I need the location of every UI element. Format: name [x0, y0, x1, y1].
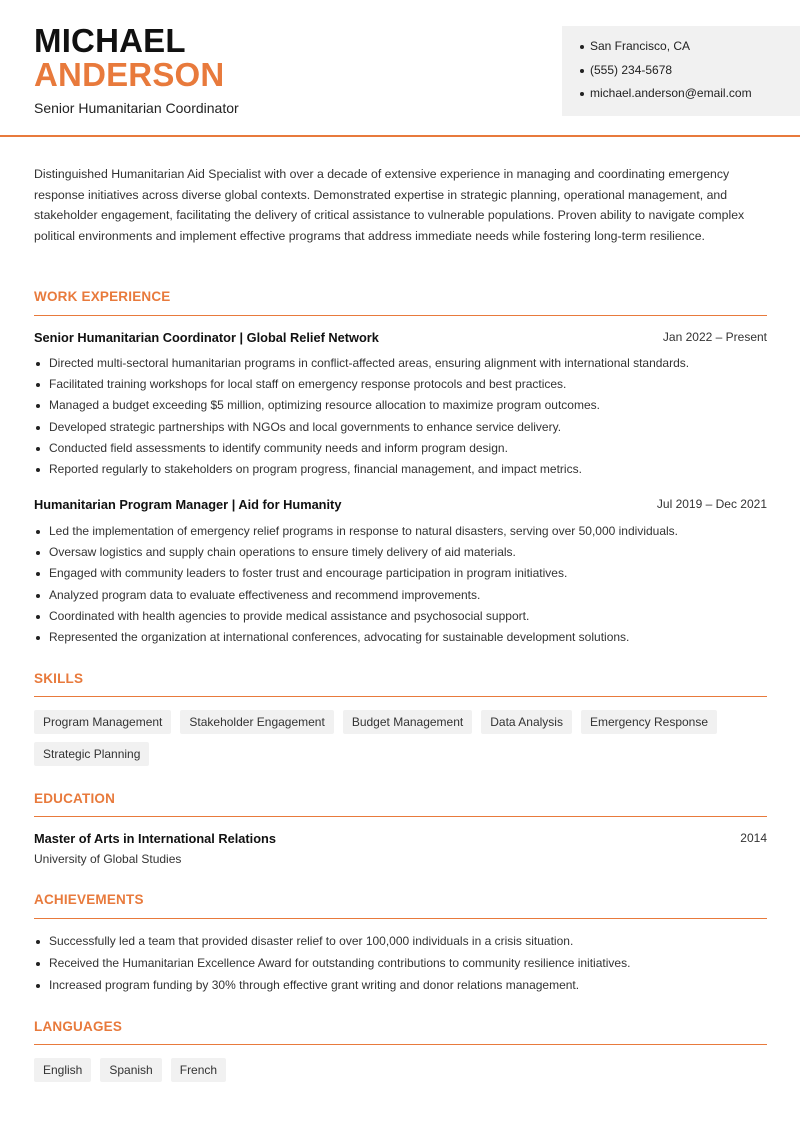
list-item-text: Facilitated training workshops for local staff on emergency response protocols and best practices. — [49, 377, 567, 392]
job-dates: Jan 2022 – Present — [662, 330, 767, 344]
skills-list — [34, 710, 774, 766]
bullet-icon — [36, 551, 40, 555]
contact-email — [580, 86, 800, 110]
list-item — [34, 609, 769, 630]
section-divider — [34, 315, 767, 316]
list-item — [34, 934, 769, 956]
language-chip: French — [171, 1058, 226, 1082]
list-item — [34, 588, 769, 609]
bullet-icon — [36, 962, 40, 966]
education-school: University of Global Studies — [34, 852, 182, 866]
bullet-icon — [580, 69, 584, 73]
list-item — [34, 630, 769, 651]
list-item-text: Led the implementation of emergency relief programs in response to natural disasters, serving over 50,000 individuals. — [49, 524, 679, 538]
list-item-text: Coordinated with health agencies to provide medical assistance and psychosocial support. — [49, 608, 530, 623]
list-item — [34, 462, 769, 483]
list-item — [34, 377, 769, 398]
skill-chip: Budget Management — [343, 710, 472, 734]
list-item-text: Received the Humanitarian Excellence Award for outstanding contributions to community resilience initiatives. — [49, 956, 631, 970]
skill-chip: Program Management — [34, 710, 171, 734]
education-degree: Master of Arts in International Relations — [34, 831, 276, 846]
bullet-icon — [36, 615, 40, 619]
section-title-work: WORK EXPERIENCE — [34, 289, 171, 304]
language-chip: English — [34, 1058, 91, 1082]
section-divider — [34, 696, 767, 697]
skill-chip: Stakeholder Engagement — [180, 710, 333, 734]
list-item-text: Developed strategic partnerships with NGOs and local governments to enhance service delivery. — [49, 419, 562, 434]
list-item-text: Conducted field assessments to identify community needs and inform program design. — [49, 440, 508, 455]
section-title-education: EDUCATION — [34, 791, 116, 806]
list-item — [34, 566, 769, 587]
list-item — [34, 524, 769, 545]
professional-summary: Distinguished Humanitarian Aid Specialist with over a decade of extensive experience in managing and coordinating emergency response initiatives across diverse global contexts. Demonstrated expertise in strategic planning, operational management, and stakeholder engagement, facilitating the delivery of critical assistance to vulnerable populations. Proven ability to navigate complex political environments and implement effective programs that address immediate needs while fostering long-term resilience. — [34, 167, 745, 243]
bullet-icon — [36, 362, 40, 366]
contact-email-text: michael.anderson@email.com — [590, 86, 752, 100]
bullet-icon — [580, 92, 584, 96]
list-item-text: Engaged with community leaders to foster trust and encourage participation in program initiatives. — [49, 566, 568, 581]
list-item-text: Increased program funding by 30% through effective grant writing and donor relations management. — [49, 978, 580, 992]
last-name: ANDERSON — [34, 56, 225, 93]
list-item-text: Represented the organization at international conferences, advocating for sustainable development solutions. — [49, 629, 630, 644]
job-bullets — [34, 524, 769, 651]
contact-location-text: San Francisco, CA — [590, 39, 691, 53]
resume-header — [0, 0, 800, 137]
bullet-icon — [36, 572, 40, 576]
job-bullets — [34, 356, 769, 483]
section-title-languages: LANGUAGES — [34, 1019, 123, 1034]
bullet-icon — [36, 940, 40, 944]
job-header — [34, 330, 767, 345]
contact-box — [562, 26, 800, 116]
section-divider — [34, 816, 767, 817]
bullet-icon — [36, 426, 40, 430]
bullet-icon — [36, 530, 40, 534]
section-title-achievements: ACHIEVEMENTS — [34, 892, 144, 907]
bullet-icon — [36, 447, 40, 451]
skill-chip: Data Analysis — [481, 710, 572, 734]
list-item — [34, 398, 769, 419]
job-role: Humanitarian Program Manager | Aid for Humanity — [34, 497, 342, 512]
list-item-text: Managed a budget exceeding $5 million, optimizing resource allocation to maximize program outcomes. — [49, 398, 600, 413]
list-item — [34, 356, 769, 377]
language-chip: Spanish — [100, 1058, 161, 1082]
education-year: 2014 — [740, 831, 767, 845]
job-role: Senior Humanitarian Coordinator | Global Relief Network — [34, 330, 379, 345]
bullet-icon — [36, 383, 40, 387]
bullet-icon — [36, 984, 40, 988]
bullet-icon — [580, 45, 584, 49]
contact-location — [580, 39, 800, 63]
bullet-icon — [36, 468, 40, 472]
job-dates: Jul 2019 – Dec 2021 — [656, 497, 767, 511]
list-item — [34, 420, 769, 441]
first-name: MICHAEL — [34, 22, 186, 59]
bullet-icon — [36, 636, 40, 640]
contact-phone — [580, 63, 800, 87]
bullet-icon — [36, 404, 40, 408]
list-item — [34, 545, 769, 566]
section-divider — [34, 1044, 767, 1045]
list-item-text: Reported regularly to stakeholders on program progress, financial management, and impact metrics. — [49, 461, 582, 476]
list-item — [34, 978, 769, 1000]
section-title-skills: SKILLS — [34, 671, 84, 686]
achievements-list — [34, 934, 769, 1000]
list-item-text: Directed multi-sectoral humanitarian programs in conflict-affected areas, ensuring alignment with international standards. — [49, 356, 690, 370]
job-header — [34, 497, 767, 512]
contact-phone-text: (555) 234-5678 — [590, 62, 673, 77]
job-title: Senior Humanitarian Coordinator — [34, 100, 239, 116]
list-item-text: Successfully led a team that provided disaster relief to over 100,000 individuals in a crisis situation. — [49, 934, 574, 948]
skill-chip: Strategic Planning — [34, 742, 149, 766]
languages-list — [34, 1058, 774, 1082]
section-divider — [34, 918, 767, 919]
list-item — [34, 956, 769, 978]
bullet-icon — [36, 594, 40, 598]
list-item — [34, 441, 769, 462]
list-item-text: Oversaw logistics and supply chain operations to ensure timely delivery of aid materials. — [49, 545, 516, 560]
skill-chip: Emergency Response — [581, 710, 717, 734]
list-item-text: Analyzed program data to evaluate effectiveness and recommend improvements. — [49, 587, 481, 602]
